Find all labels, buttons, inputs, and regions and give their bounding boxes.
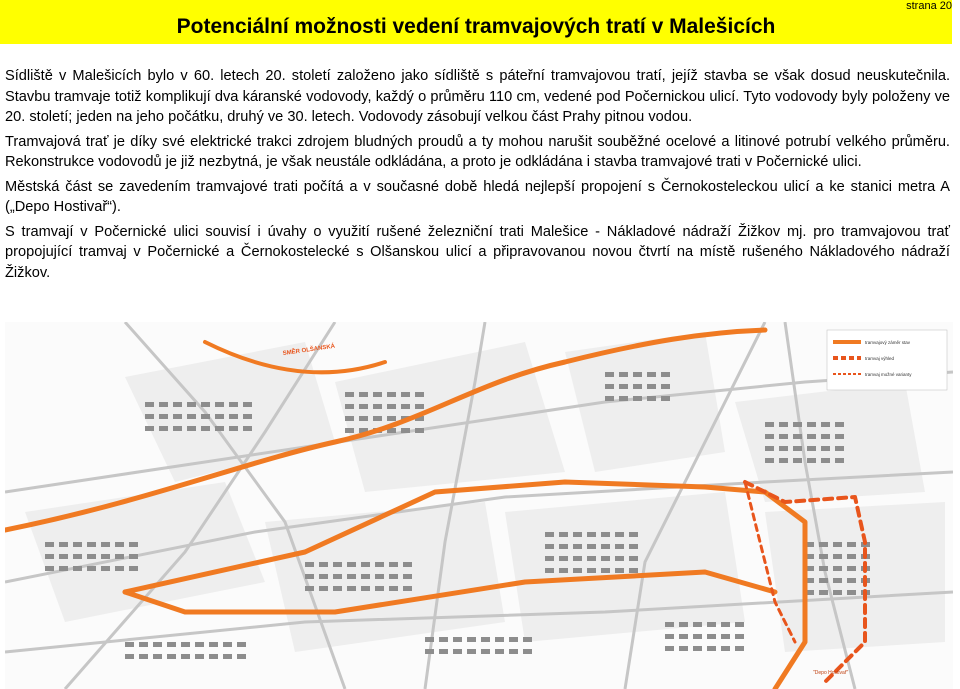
map-label-olsanska: SMĚR OLŠANSKÁ [282,343,336,357]
building [629,568,638,573]
building [665,622,674,627]
building [195,654,204,659]
paragraph: Tramvajová trať je díky své elektrické trakci zdrojem bludných proudů a ty mohou narušit souběžné ocelové a litinové potrubí velkého průměru. Rekonstrukce vodovodů je již nezbytná, je však neustále odkládána, a proto je odkládána i stavba tramvajové trati v Počernické ulici. [5,133,950,170]
building [73,542,82,547]
building [647,384,656,389]
building [415,404,424,409]
building [215,426,224,431]
building [765,458,774,463]
building [425,649,434,654]
building [779,434,788,439]
building [129,566,138,571]
building [373,392,382,397]
building [819,590,828,595]
building [101,554,110,559]
building [693,622,702,627]
building [403,586,412,591]
building [605,372,614,377]
building [615,532,624,537]
building [333,586,342,591]
building [821,434,830,439]
building [481,649,490,654]
building [721,646,730,651]
building [693,646,702,651]
building [229,402,238,407]
building [523,649,532,654]
building [387,416,396,421]
building [101,542,110,547]
building [129,554,138,559]
building [115,566,124,571]
building [345,404,354,409]
building [833,590,842,595]
building [361,586,370,591]
building [73,554,82,559]
building [735,634,744,639]
building [333,574,342,579]
building [601,568,610,573]
building [619,372,628,377]
page-title: Potenciální možnosti vedení tramvajových tratí v Malešicích [176,15,776,38]
building [559,556,568,561]
building [305,574,314,579]
building [243,402,252,407]
building [615,568,624,573]
building [145,426,154,431]
building [587,556,596,561]
building [195,642,204,647]
building [523,637,532,642]
building [661,396,670,401]
building [629,556,638,561]
building [229,426,238,431]
building [573,532,582,537]
map-label-depo: "Depo Hostivař" [813,670,849,676]
building [145,402,154,407]
building [545,568,554,573]
building [587,544,596,549]
building [573,556,582,561]
building [375,562,384,567]
building [647,372,656,377]
building [359,416,368,421]
building [573,568,582,573]
building [319,586,328,591]
building [793,446,802,451]
building [87,566,96,571]
building [347,574,356,579]
building [389,562,398,567]
building [401,404,410,409]
building [793,434,802,439]
building [361,562,370,567]
building [453,637,462,642]
building [403,574,412,579]
building [237,654,246,659]
building [345,416,354,421]
building [819,566,828,571]
building [587,532,596,537]
building [847,578,856,583]
building [735,622,744,627]
building [847,554,856,559]
page-number: strana 20 [906,0,952,12]
building [45,554,54,559]
building [693,634,702,639]
building [793,422,802,427]
building [573,544,582,549]
legend-item: tramvaj výhled [865,356,895,361]
building [679,622,688,627]
building [153,642,162,647]
building [605,384,614,389]
building [833,566,842,571]
building [721,634,730,639]
building [181,654,190,659]
building [347,586,356,591]
building [847,566,856,571]
building [373,404,382,409]
map-legend [827,330,947,390]
building [633,384,642,389]
building [403,562,412,567]
building [765,422,774,427]
building [793,458,802,463]
building [735,646,744,651]
building [545,556,554,561]
building [601,556,610,561]
building [467,637,476,642]
building [387,392,396,397]
building [661,384,670,389]
building [389,574,398,579]
building [139,642,148,647]
building [153,654,162,659]
building [819,554,828,559]
building [633,396,642,401]
building [707,634,716,639]
building [647,396,656,401]
building [159,426,168,431]
building [223,654,232,659]
building [243,414,252,419]
building [679,634,688,639]
building [779,422,788,427]
building [615,556,624,561]
building [605,396,614,401]
building [779,446,788,451]
building [375,574,384,579]
building [661,372,670,377]
building [139,654,148,659]
building [545,532,554,537]
building [601,532,610,537]
building [467,649,476,654]
building [173,426,182,431]
building [209,642,218,647]
building [835,434,844,439]
building [721,622,730,627]
building [167,642,176,647]
building [389,586,398,591]
legend-item: tramvaj možné varianty [865,372,912,377]
building [415,428,424,433]
building [59,554,68,559]
building [439,649,448,654]
building [243,426,252,431]
building [509,637,518,642]
body-text [5,66,950,287]
building [401,428,410,433]
building [807,434,816,439]
building [559,544,568,549]
building [209,654,218,659]
building [305,562,314,567]
building [201,402,210,407]
building [333,562,342,567]
building [559,568,568,573]
building [633,372,642,377]
building [835,422,844,427]
building [115,542,124,547]
building [229,414,238,419]
building [629,544,638,549]
building [45,566,54,571]
building [373,416,382,421]
building [359,392,368,397]
building [129,542,138,547]
building [347,562,356,567]
paragraph: Městská část se zavedením tramvajové trati počítá a v současné době hledá nejlepší propojení s Černokosteleckou ulicí a ke stanici metra A („Depo Hostivař“). [5,178,950,215]
building [187,402,196,407]
paragraph: Sídliště v Malešicích bylo v 60. letech 20. století založeno jako sídliště s páteřní tramvajovou tratí, jejíž stavba se však dosud neuskutečnila. Stavbu tramvaje totiž komplikují dva káranské vodovody, každý o průměru 110 cm, vedené pod Počernickou ulicí. Tyto vodovody byly položeny ve 20. století; jeden na jeho počátku, druhý ve 30. letech. Vodovody zásobují velkou část Prahy pitnou vodou. [5,68,950,125]
building [215,402,224,407]
building [345,392,354,397]
building [679,646,688,651]
building [223,642,232,647]
building [187,414,196,419]
building [779,458,788,463]
building [425,637,434,642]
building [835,446,844,451]
building [833,554,842,559]
building [821,458,830,463]
building [559,532,568,537]
building [619,396,628,401]
building [375,586,384,591]
building [201,426,210,431]
building [125,642,134,647]
building [59,566,68,571]
building [509,649,518,654]
building [101,566,110,571]
building [173,414,182,419]
building [619,384,628,389]
building [87,542,96,547]
building [361,574,370,579]
tram-route-map [5,322,953,689]
building [615,544,624,549]
building [319,562,328,567]
building [173,402,182,407]
building [359,404,368,409]
building [159,402,168,407]
building [807,458,816,463]
building [665,634,674,639]
building [847,542,856,547]
building [807,422,816,427]
building [167,654,176,659]
building [145,414,154,419]
building [125,654,134,659]
building [835,458,844,463]
building [821,422,830,427]
building [201,414,210,419]
building [453,649,462,654]
building [707,622,716,627]
building [481,637,490,642]
building [833,542,842,547]
building [87,554,96,559]
building [765,446,774,451]
building [387,404,396,409]
building [319,574,328,579]
building [305,586,314,591]
building [345,428,354,433]
building [545,544,554,549]
building [73,566,82,571]
building [821,446,830,451]
building [819,542,828,547]
legend-item: tramvajový záměr stav [865,340,911,345]
building [665,646,674,651]
building [629,532,638,537]
building [59,542,68,547]
building [237,642,246,647]
building [601,544,610,549]
building [439,637,448,642]
building [707,646,716,651]
building [495,649,504,654]
building [401,392,410,397]
building [819,578,828,583]
building [45,542,54,547]
paragraph: S tramvají v Počernické ulici souvisí i úvahy o využití rušené železniční trati Malešice - Nákladové nádraží Žižkov mj. pro tramvajovou trať propojující tramvaj v Počernické a Černokostelecké s Olšanskou ulicí a připravovanou novou čtvrtí na místě rušeného Nákladového nádraží Žižkov. [5,223,950,281]
building [187,426,196,431]
building [159,414,168,419]
building [765,434,774,439]
building [415,392,424,397]
building [115,554,124,559]
map-image [5,322,953,689]
building [215,414,224,419]
building [833,578,842,583]
building [807,446,816,451]
building [847,590,856,595]
building [181,642,190,647]
building [587,568,596,573]
building [495,637,504,642]
